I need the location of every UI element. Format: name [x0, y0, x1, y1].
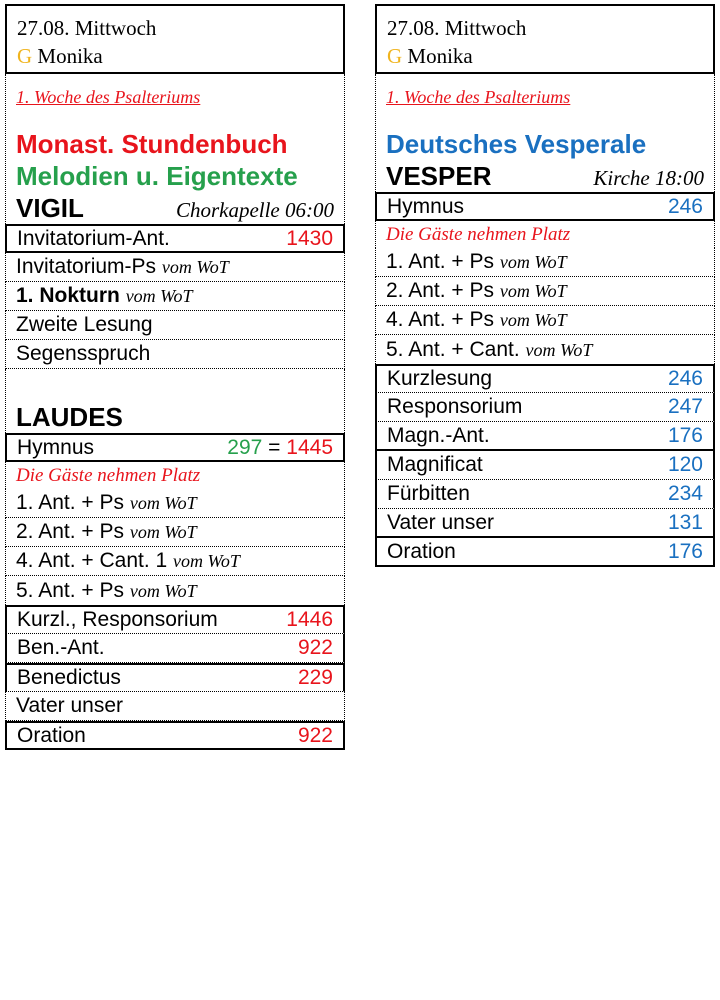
list-item: [5, 634, 345, 663]
list-item: [5, 547, 345, 576]
item-label: Vater unser: [16, 694, 123, 717]
section-location: Chorkapelle 06:00: [175, 198, 334, 222]
item-label: Oration: [387, 539, 456, 563]
page-number: 120: [667, 453, 703, 476]
item-label: Fürbitten: [387, 482, 470, 505]
saint-name: Monika: [407, 44, 473, 68]
date-header: [5, 4, 345, 74]
item-label: Oration: [17, 723, 86, 747]
page-number: 1445: [286, 435, 333, 459]
vesper-heading: [376, 160, 714, 192]
page-number: 247: [667, 395, 703, 418]
page-number-green: 297: [227, 435, 263, 459]
saint-line: [17, 42, 343, 70]
item-label: Kurzl., Responsorium: [17, 608, 218, 631]
book-subtitle: Melodien u. Eigentexte: [16, 161, 298, 191]
item-note: vom WoT: [499, 310, 567, 330]
item-label: Vater unser: [387, 510, 494, 534]
guest-note: Die Gäste nehmen Platz: [386, 224, 571, 245]
list-item: [5, 721, 345, 750]
list-item: [375, 248, 715, 277]
list-item: [375, 335, 715, 364]
list-item: [5, 282, 345, 311]
list-item: [375, 277, 715, 306]
item-label: 5. Ant. + Ps: [16, 578, 124, 602]
rank-letter: G: [17, 44, 33, 68]
list-item: [5, 253, 345, 282]
list-item: [5, 433, 345, 462]
list-item: [5, 576, 345, 605]
psalter-week: 1. Woche des Psalteriums: [386, 87, 571, 107]
item-label: 1. Nokturn: [16, 284, 120, 307]
item-label: 2. Ant. + Ps: [16, 520, 124, 543]
item-note: vom WoT: [161, 257, 229, 277]
list-item: [375, 306, 715, 335]
list-item: [5, 605, 345, 634]
item-note: vom WoT: [525, 339, 593, 360]
item-label: Invitatorium-Ant.: [17, 226, 170, 250]
saint-name: Monika: [37, 44, 103, 68]
item-label: Magnificat: [387, 453, 483, 476]
page-number: 1446: [286, 608, 333, 631]
item-label: Responsorium: [387, 395, 523, 418]
list-item: [375, 192, 715, 221]
item-label: Zweite Lesung: [16, 313, 153, 336]
item-label: Kurzlesung: [387, 367, 493, 390]
page-number: 922: [297, 636, 333, 659]
date-header: [375, 4, 715, 74]
book-title: Deutsches Vesperale: [386, 129, 647, 159]
page-number: 131: [667, 510, 703, 534]
item-label: Hymnus: [387, 194, 465, 218]
item-label: 4. Ant. + Cant. 1: [16, 549, 168, 572]
vigil-heading: [6, 192, 344, 224]
section-location: Kirche 18:00: [593, 166, 704, 190]
list-item: [5, 489, 345, 518]
list-item: [375, 364, 715, 393]
page-number: 246: [667, 367, 703, 390]
item-label: 5. Ant. + Cant.: [386, 337, 520, 361]
item-label: 4. Ant. + Ps: [386, 308, 494, 331]
item-note: vom WoT: [125, 286, 193, 306]
section-title: LAUDES: [16, 402, 123, 432]
date-label: 27.08. Mittwoch: [17, 16, 157, 40]
page-number: 176: [667, 539, 703, 563]
list-item: [375, 480, 715, 509]
item-note: vom WoT: [129, 580, 197, 601]
item-label: Magn.-Ant.: [387, 423, 490, 447]
saint-line: [387, 42, 713, 70]
guest-note: Die Gäste nehmen Platz: [16, 465, 201, 486]
item-label: Ben.-Ant.: [17, 636, 105, 659]
book-title: Monast. Stundenbuch: [16, 129, 288, 159]
item-label: Benedictus: [17, 666, 121, 689]
section-title: VIGIL: [16, 193, 84, 223]
page-number: 234: [667, 482, 703, 505]
page-number: 1430: [286, 226, 333, 250]
item-label: Hymnus: [17, 435, 95, 459]
list-item: [375, 393, 715, 422]
item-label: 1. Ant. + Ps: [16, 491, 124, 514]
list-item: [5, 692, 345, 721]
item-note: vom WoT: [129, 522, 197, 542]
equals-sign: =: [268, 435, 281, 459]
date-label: 27.08. Mittwoch: [387, 16, 527, 40]
page-number: 922: [297, 723, 333, 747]
item-label: Segensspruch: [16, 342, 151, 365]
list-item: [375, 538, 715, 567]
right-column: [375, 4, 715, 567]
item-note: vom WoT: [499, 252, 567, 272]
section-title: VESPER: [386, 161, 492, 191]
list-item: [5, 340, 345, 369]
list-item: [5, 663, 345, 692]
item-note: vom WoT: [173, 551, 240, 571]
page-number: 229: [297, 666, 333, 689]
item-note: vom WoT: [499, 281, 567, 301]
item-label: 2. Ant. + Ps: [386, 279, 494, 302]
left-column: [5, 4, 345, 750]
list-item: [375, 422, 715, 451]
page-number: 176: [667, 423, 703, 447]
psalter-week: 1. Woche des Psalteriums: [16, 87, 201, 107]
list-item: [5, 311, 345, 340]
list-item: [5, 224, 345, 253]
rank-letter: G: [387, 44, 403, 68]
list-item: [5, 518, 345, 547]
page-number: 246: [667, 194, 703, 218]
item-label: Invitatorium-Ps: [16, 255, 157, 278]
laudes-heading: [6, 401, 344, 433]
list-item: [375, 451, 715, 480]
item-label: 1. Ant. + Ps: [386, 250, 494, 273]
item-note: vom WoT: [129, 493, 197, 513]
list-item: [375, 509, 715, 538]
